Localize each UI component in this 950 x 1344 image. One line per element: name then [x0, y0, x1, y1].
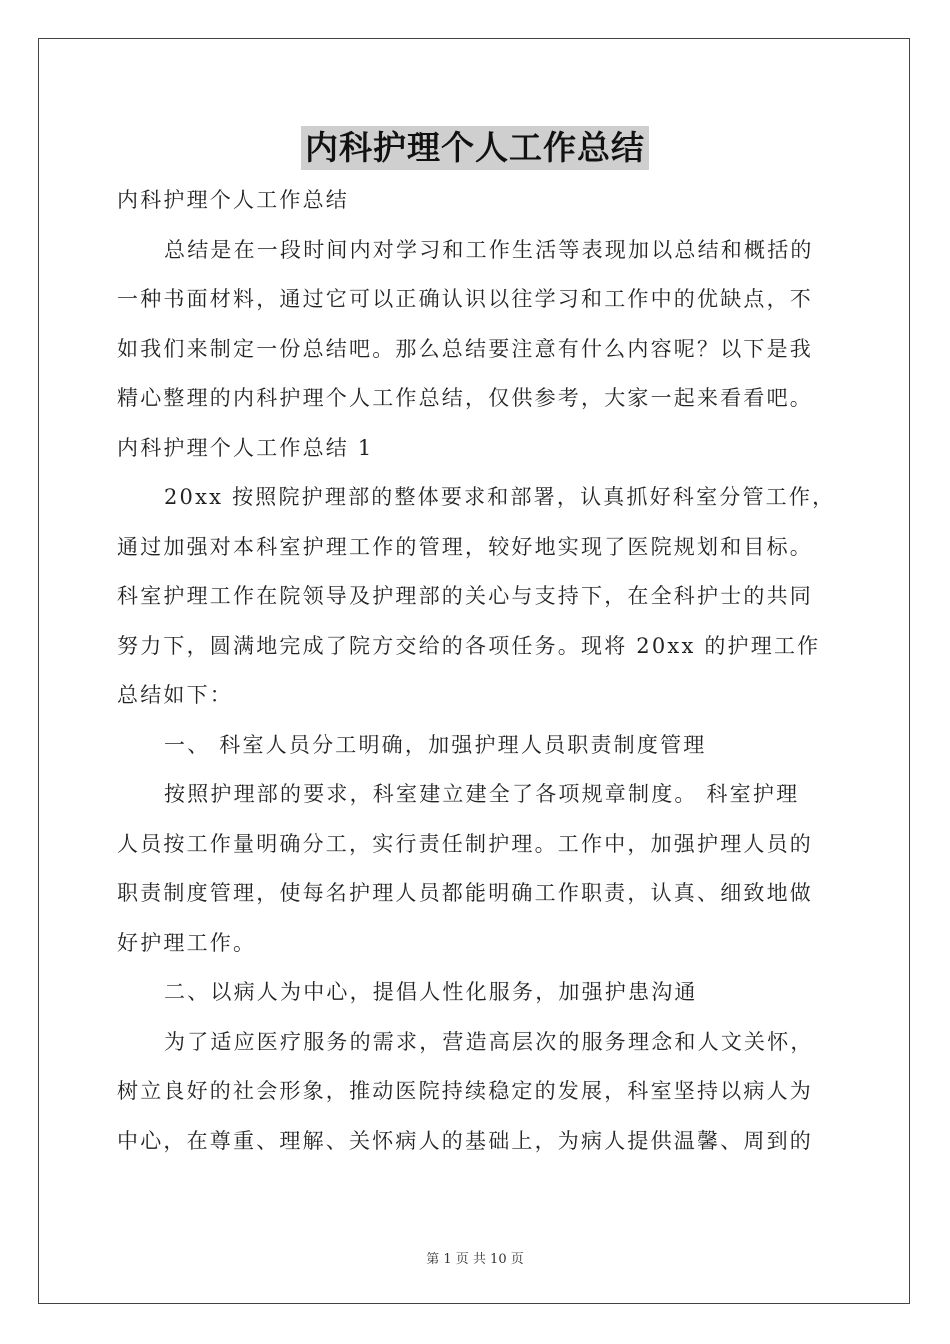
text-line: 按照护理部的要求，科室建立建全了各项规章制度。 科室护理 — [164, 782, 800, 806]
document-title: 内科护理个人工作总结 — [301, 126, 649, 170]
subsection-heading: 二、以病人为中心，提倡人性化服务，加强护患沟通 — [164, 980, 698, 1004]
text-line: 人员按工作量明确分工，实行责任制护理。工作中，加强护理人员的 — [117, 831, 813, 856]
text-line: 科室护理工作在院领导及护理部的关心与支持下，在全科护士的共同 — [117, 584, 813, 608]
text-line: 内科护理个人工作总结 — [117, 188, 349, 212]
subsection-heading: 一、 科室人员分工明确，加强护理人员职责制度管理 — [164, 732, 707, 757]
text-line: 总结如下： — [117, 683, 233, 707]
text-line: 努力下，圆满地完成了院方交给的各项任务。现将 20xx 的护理工作 — [117, 633, 821, 658]
text-line: 精心整理的内科护理个人工作总结，仅供参考，大家一起来看看吧。 — [117, 386, 813, 410]
text-line: 总结是在一段时间内对学习和工作生活等表现加以总结和概括的 — [164, 237, 814, 262]
text-line: 职责制度管理，使每名护理人员都能明确工作职责，认真、细致地做 — [117, 881, 813, 905]
text-line: 通过加强对本科室护理工作的管理，较好地实现了医院规划和目标。 — [117, 534, 813, 559]
text-line: 20xx 按照院护理部的整体要求和部署，认真抓好科室分管工作， — [164, 485, 836, 509]
section-heading: 内科护理个人工作总结 1 — [117, 435, 374, 460]
text-line: 好护理工作。 — [117, 930, 257, 955]
text-line: 为了适应医疗服务的需求，营造高层次的服务理念和人文关怀， — [164, 1029, 814, 1054]
page-number-footer: 第 1 页 共 10 页 — [426, 1252, 524, 1267]
text-line: 一种书面材料，通过它可以正确认识以往学习和工作中的优缺点，不 — [117, 287, 813, 311]
text-line: 树立良好的社会形象，推动医院持续稳定的发展，科室坚持以病人为 — [117, 1079, 813, 1103]
title-area — [0, 126, 950, 170]
text-line: 如我们来制定一份总结吧。那么总结要注意有什么内容呢？以下是我 — [117, 336, 813, 361]
text-line: 中心，在尊重、理解、关怀病人的基础上，为病人提供温馨、周到的 — [117, 1128, 813, 1153]
document-body — [117, 176, 837, 1166]
